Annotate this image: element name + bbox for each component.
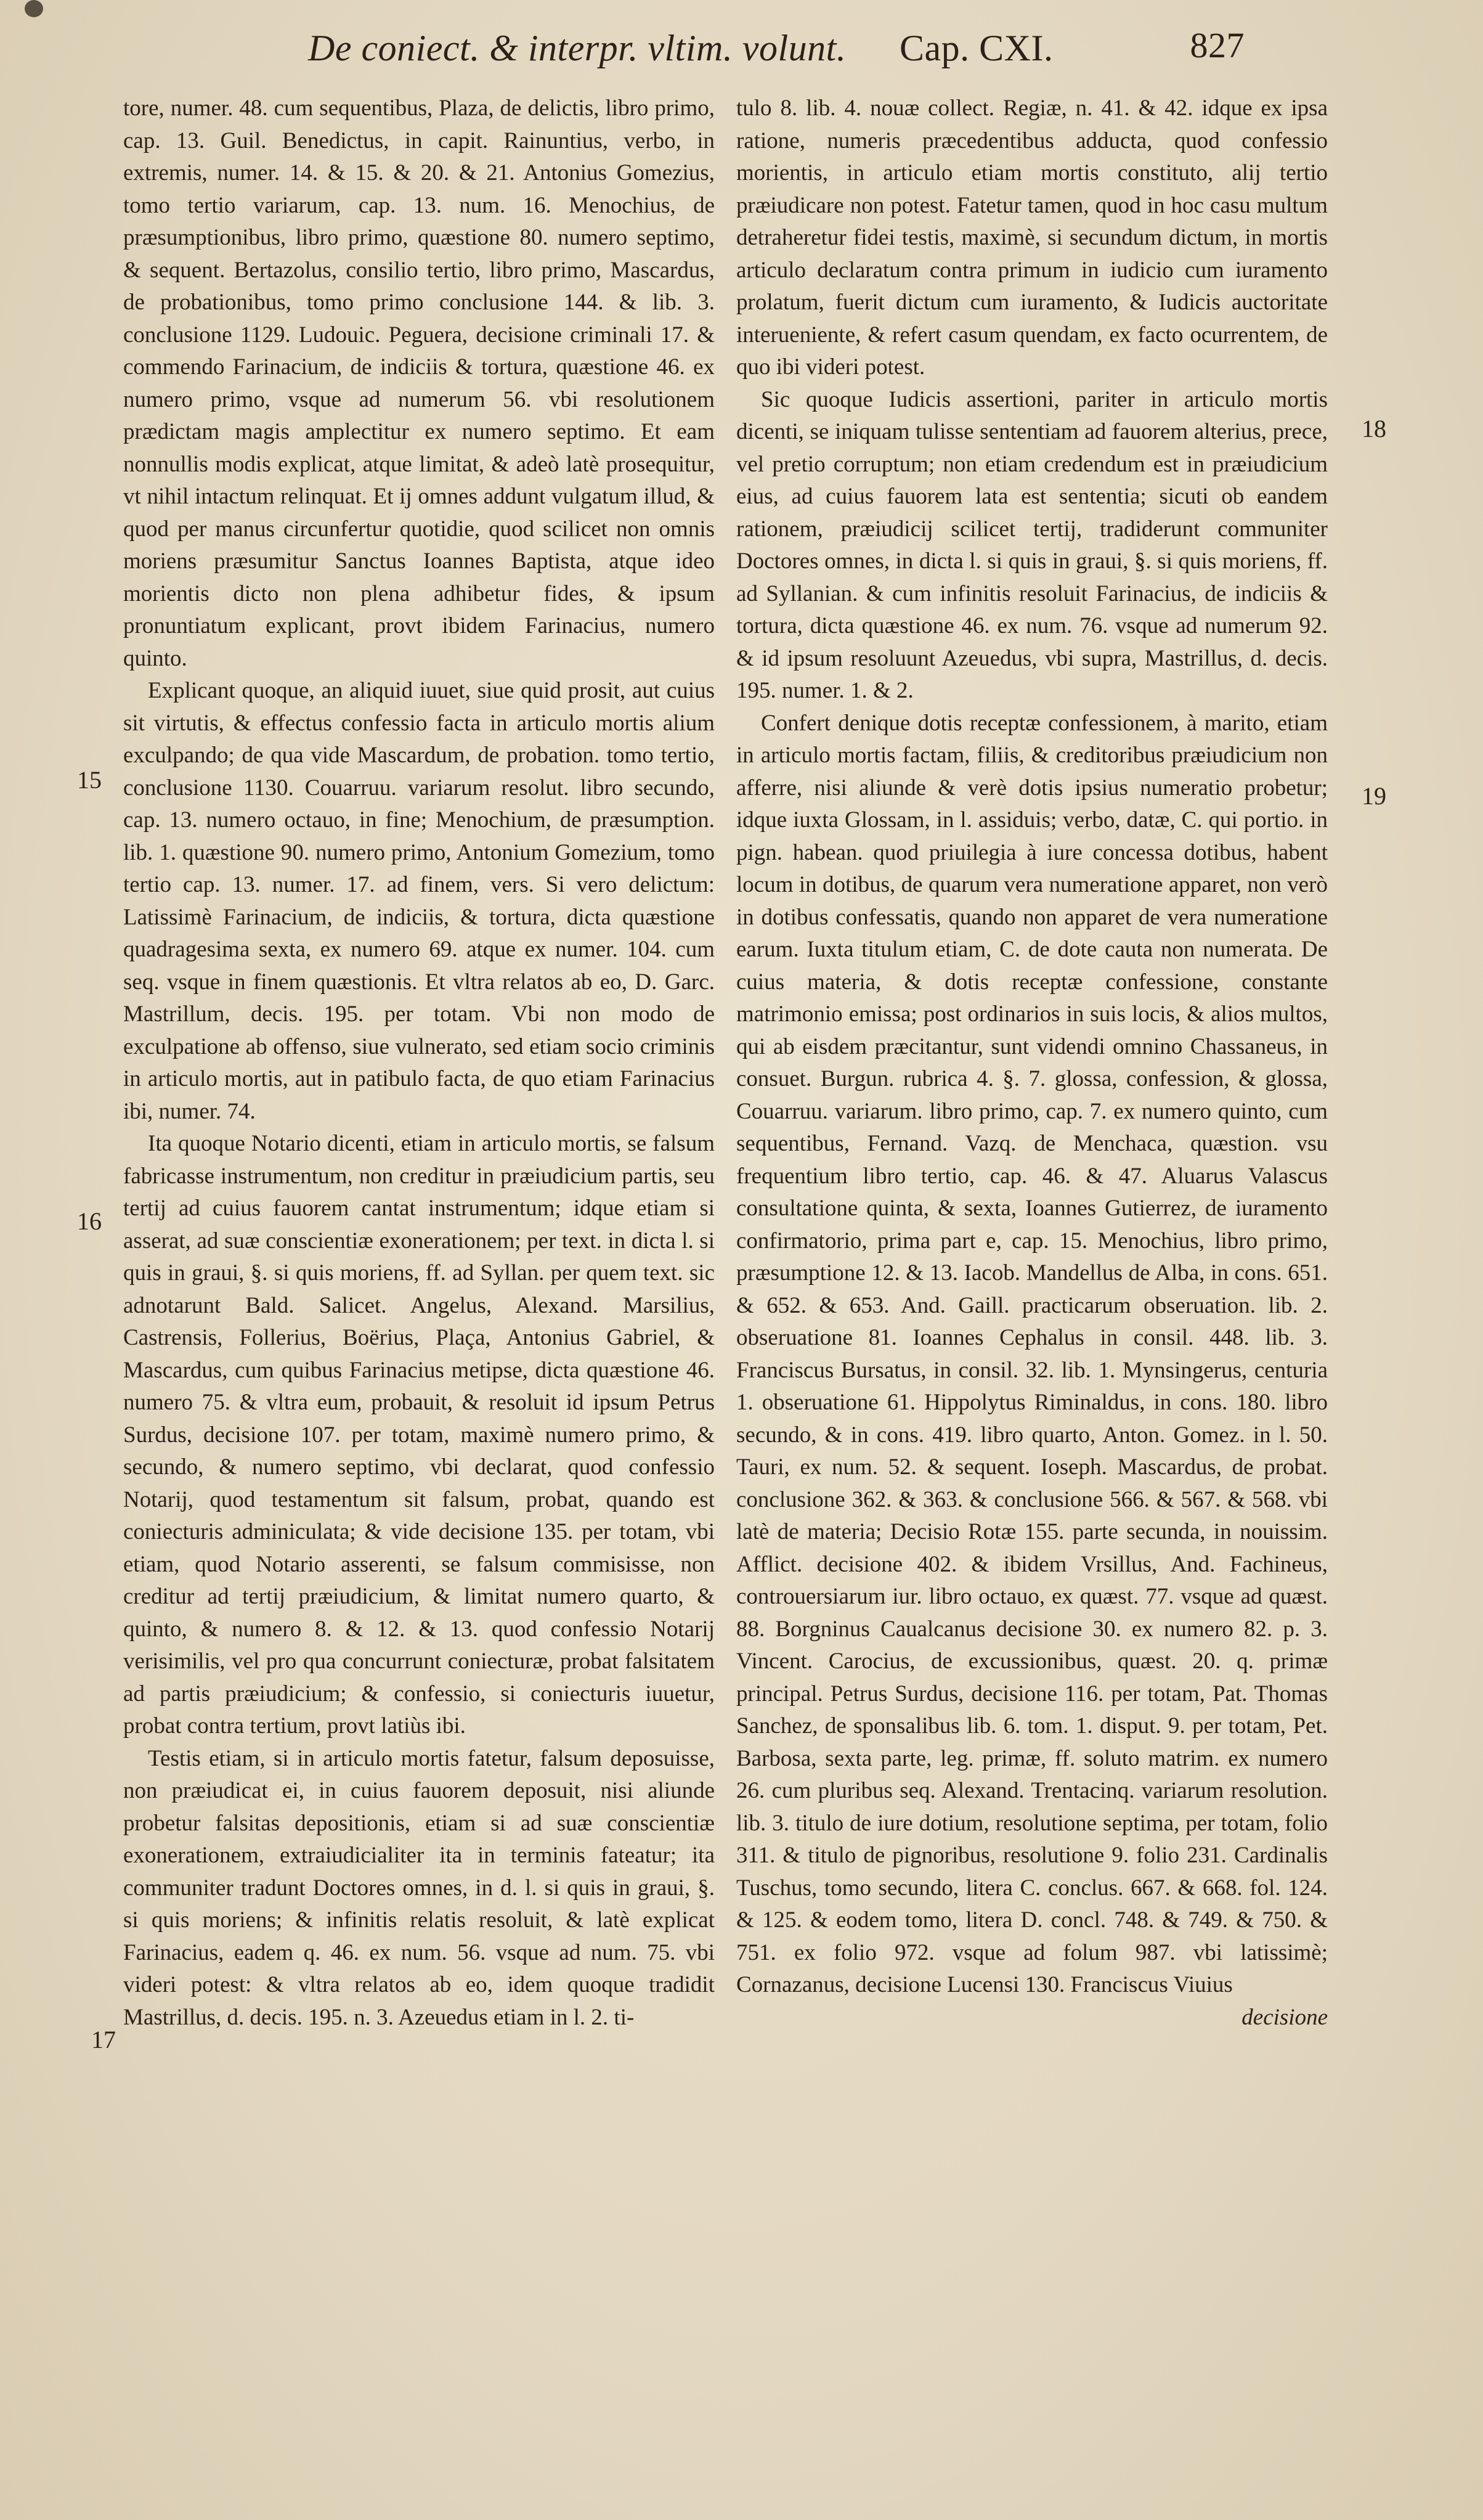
left-paragraph-1: tore, numer. 48. cum sequentibus, Plaza, de delictis, libro primo, cap. 13. Guil. Benedictus, in capit. Rainuntius, verbo, in extremis, numer. 14. & 15. & 20. & 21. Antonius Gomezius, tomo tertio variarum, cap. 13. num. 16. Menochius, de præsumptionibus, libro primo, quæstione 80. numero septimo, & sequent. Bertazolus, consilio tertio, libro primo, Mascardus, de probationibus, tomo primo conclusione 144. & lib. 3. conclusione 1129. Ludouic. Peguera, decisione criminali 17. & commendo Farinacium, de indiciis & tortura, quæstione 46. ex numero primo, vsque ad numerum 56. vbi resolutionem prædictam magis amplectitur ex numero septimo. Et eam nonnullis modis explicat, atque limitat, & adeò latè prosequitur, vt nihil intactum relinquat. Et ij omnes addunt vulgatum illud, & quod per manus circunfertur quotidie, quod scilicet non omnis moriens præsumitur Sanctus Ioannes Baptista, atque ideo morientis dicto non plena adhibetur fides, & ipsum pronuntiatum explicant, provt ibidem Farinacius, numero quinto. xyxy=(123,96,715,671)
left-paragraph-3: Ita quoque Notario dicenti, etiam in articulo mortis, se falsum fabricasse instrumentum, non creditur in præiudicium partis, seu tertij ad cuius fauorem cantat instrumentum; idque etiam si asserat, ad suæ conscientiæ exonerationem; per text. in dicta l. si quis in graui, §. si quis moriens, ff. ad Syllan. per quem text. sic adnotarunt Bald. Salicet. Angelus, Alexand. Marsilius, Castrensis, Follerius, Boërius, Plaça, Antonius Gabriel, & Mascardus, cum quibus Farinacius metipse, dicta quæstione 46. numero 75. & vltra eum, probauit, & resoluit id ipsum Petrus Surdus, decisione 107. per totam, maximè numero primo, & secundo, & numero septimo, vbi declarat, quod confessio Notarij, quod testamentum sit falsum, probat, quando est coniecturis adminiculata; & vide decisione 135. per totam, vbi etiam, quod Notario asserenti, se falsum commisisse, non creditur ad tertij præiudicium, & limitat numero quarto, & quinto, & numero 8. & 12. & 13. quod confessio Notarij verisimilis, vel pro qua concurrunt coniecturæ, probat falsitatem ad partis præiudicium; & confessio, si coniecturis iuuetur, probat contra tertium, provt latiùs ibi. xyxy=(123,1131,715,1739)
left-column xyxy=(123,92,715,2034)
right-paragraph-1: tulo 8. lib. 4. nouæ collect. Regiæ, n. 41. & 42. idque ex ipsa ratione, numeris præcedentibus adducta, quod confessio morientis, in articulo etiam mortis constituto, alij tertio præiudicare non potest. Fatetur tamen, quod in hoc casu multum detraheretur fidei testis, maximè, si secundum dictum, in mortis articulo declaratum contra primum in iudicio cum iuramento prolatum, fuerit dictum cum iuramento, & Iudicis auctoritate interueniente, & refert casum quendam, ex facto ocurrentem, de quo ibi videri potest. xyxy=(736,96,1328,380)
right-column xyxy=(736,92,1328,2034)
margin-number-18: 18 xyxy=(1362,415,1386,442)
page-number: 827 xyxy=(1190,25,1245,65)
left-paragraph-2: Explicant quoque, an aliquid iuuet, siue quid prosit, aut cuius sit virtutis, & effectus confessio facta in articulo mortis alium exculpando; de qua vide Mascardum, de probation. tomo tertio, conclusione 1130. Couarruu. variarum resolut. libro secundo, cap. 13. numero octauo, in fine; Menochium, de præsumption. lib. 1. quæstione 90. numero primo, Antonium Gomezium, tomo tertio cap. 13. numer. 17. ad finem, vers. Si vero delictum: Latissimè Farinacium, de indiciis, & tortura, dicta quæstione quadragesima sexta, ex numero 69. atque ex numer. 104. cum seq. vsque in finem quæstionis. Et vltra relatos ab eo, D. Garc. Mastrillum, decis. 195. per totam. Vbi non modo de exculpatione ab offenso, siue vulnerato, sed etiam socio criminis in articulo mortis, aut in patibulo facta, de quo etiam Farinacius ibi, numer. 74. xyxy=(123,678,715,1124)
margin-number-16: 16 xyxy=(77,1207,102,1235)
margin-number-19: 19 xyxy=(1362,782,1386,810)
catchword: decisione xyxy=(1241,2004,1328,2030)
chapter-label: Cap. CXI. xyxy=(900,28,1054,68)
right-paragraph-2: Sic quoque Iudicis assertioni, pariter in articulo mortis dicenti, se iniquam tulisse sententiam ad fauorem alterius, prece, vel pretio corruptum; non etiam credendum est in præiudicium eius, ad cuius fauorem lata est sententia; sicuti ob eandem rationem, præiudicij scilicet tertij, tradiderunt communiter Doctores omnes, in dicta l. si quis in graui, §. si quis moriens, ff. ad Syllanian. & cum infinitis resoluit Farinacius, de indiciis & tortura, dicta quæstione 46. ex num. 76. vsque ad numerum 92. & id ipsum resoluunt Azeuedus, vbi supra, Mastrillus, d. decis. 195. numer. 1. & 2. xyxy=(736,386,1328,703)
running-header xyxy=(308,18,1245,74)
left-paragraph-4: Testis etiam, si in articulo mortis fatetur, falsum deposuisse, non præiudicat ei, in cuius fauorem deposuit, nisi aliunde probetur falsitas depositionis, etiam si ad suæ conscientiæ exonerationem, extraiudicialiter ita in terminis fateatur; ita communiter tradunt Doctores omnes, in d. l. si quis in graui, §. si quis moriens; & infinitis relatis resoluit, & latè explicat Farinacius, eadem q. 46. ex num. 56. vsque ad num. 75. vbi videri potest: & vltra relatos ab eo, idem quoque tradidit Mastrillus, d. decis. 195. n. 3. Azeuedus etiam in l. 2. ti- xyxy=(123,1745,715,2030)
margin-number-17: 17 xyxy=(91,2026,116,2053)
running-title: De coniect. & interpr. vltim. volunt. xyxy=(308,28,847,68)
right-paragraph-3: Confert denique dotis receptæ confessionem, à marito, etiam in articulo mortis factam, filiis, & creditoribus præiudicium non afferre, nisi aliunde & verè dotis ipsius numeratio probetur; idque iuxta Glossam, in l. assiduis; verbo, datæ, C. qui portio. in pign. habean. quod priuilegia à iure concessa dotibus, habent locum in dotibus, de quarum vera numeratione apparet, non verò in dotibus confessatis, quando non apparet de vera numeratione earum. Iuxta titulum etiam, C. de dote cauta non numerata. De cuius materia, & dotis receptæ confessione, constante matrimonio emissa; post ordinarios in suis locis, & alios multos, qui ab eisdem præcitantur, sunt videndi omnino Chassaneus, in consuet. Burgun. rubrica 4. §. 7. glossa, confession, & glossa, Couarruu. variarum. libro primo, cap. 7. ex numero quinto, cum sequentibus, Fernand. Vazq. de Menchaca, quæstion. vsu frequentium libro tertio, cap. 46. & 47. Aluarus Valascus consultatione quinta, & sexta, Ioannes Gutierrez, de iuramento confirmatorio, prima part e, cap. 15. Menochius, libro primo, præsumptione 12. & 13. Iacob. Mandellus de Alba, in cons. 651. & 652. & 653. And. Gaill. practicarum obseruation. lib. 2. obseruatione 81. Ioannes Cephalus in consil. 448. lib. 3. Franciscus Bursatus, in consil. 32. lib. 1. Mynsingerus, centuria 1. obseruatione 61. Hippolytus Riminaldus, in cons. 180. libro secundo, & in cons. 419. libro quarto, Anton. Gomez. in l. 50. Tauri, ex num. 52. & sequent. Ioseph. Mascardus, de probat. conclusione 362. & 363. & conclusione 566. & 567. & 568. vbi latè de materia; Decisio Rotæ 155. parte secunda, in nouissim. Afflict. decisione 402. & ibidem Vrsillus, And. Fachineus, controuersiarum iur. libro octauo, ex quæst. 77. vsque ad quæst. 88. Borgninus Caualcanus decisione 30. ex numero 82. p. 3. Vincent. Carocius, de excussionibus, quæst. 20. q. primæ principal. Petrus Surdus, decisione 116. per totam, Pat. Thomas Sanchez, de sponsalibus lib. 6. tom. 1. disput. 9. per totam, Pet. Barbosa, sexta parte, leg. primæ, ff. soluto matrim. ex numero 26. cum pluribus seq. Alexand. Trentacinq. variarum resolution. lib. 3. titulo de iure dotium, resolutione septima, per totam, folio 311. & titulo de pignoribus, resolutione 9. folio 231. Cardinalis Tuschus, tomo secundo, litera C. conclus. 667. & 668. fol. 124. & 125. & eodem tomo, litera D. concl. 748. & 749. & 750. & 751. ex folio 972. vsque ad folum 987. vbi latissimè; Cornazanus, decisione Lucensi 130. Franciscus Viuius xyxy=(736,710,1328,1997)
ink-blot xyxy=(25,0,43,17)
margin-number-15: 15 xyxy=(77,766,102,794)
